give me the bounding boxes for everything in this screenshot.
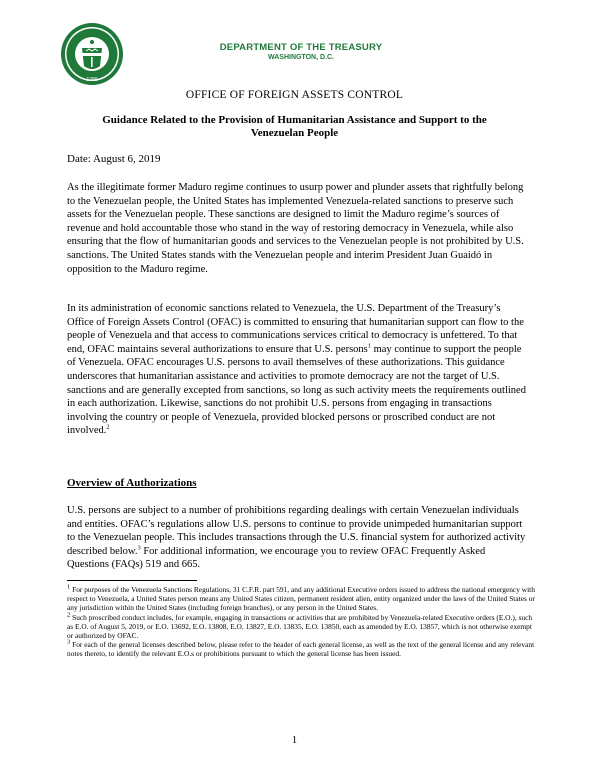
footnote-2-text: Such proscribed conduct includes, for example, engaging in transactions or activities that are prohibited by Venezuela-related Executive orders (E.O.), such as E.O. of August 5, 2019, or E.O. 13692, E.O. 13808, E.O. 13827, E.O. 13835, E.O. 13850, each as amended by E.O. 13857, which is not otherwise exempt or authorized by OFAC. [67,612,533,641]
document-date: Date: August 6, 2019 [67,153,161,165]
department-city: WASHINGTON, D.C. [268,54,334,61]
paragraph-2-part-2: may continue to support the people of Venezuela. OFAC encourages U.S. persons to avail themselves of these authorizations. This guidance underscores that humanitarian assistance and activities to promote democracy are not the target of U.S. sanctions and are generally excepted from sanctions, so long as such activity meets the requirements outlined in each authorization. Likewise, sanctions do not prohibit U.S. persons from engaging in transactions involving the country or people of Venezuela, provided blocked persons or proscribed conduct are not involved. [67,343,526,437]
department-name: DEPARTMENT OF THE TREASURY [219,42,383,53]
footnote-1 [67,585,535,613]
footnote-2 [67,613,535,641]
title-line-2: Venezuelan People [250,127,339,139]
footnote-1-text: For purposes of the Venezuela Sanctions Regulations, 31 C.F.R. part 591, and any additional Executive orders issued to address the national emergency with respect to Venezuela, a United States person means any United States citizen, permanent resident alien, entity organized under the laws of the United States or any jurisdiction within the United States (including foreign branches), or any person in the United States. [67,585,535,613]
footnote-3 [67,640,535,658]
document-title [100,114,489,140]
footnote-1-number: 1 [67,583,71,591]
footnote-ref-3[interactable]: 3 [137,544,141,552]
paragraph-administration [67,302,527,438]
treasury-seal-logo [60,22,124,86]
paragraph-3-part-2: For additional information, we encourage you to review OFAC Frequently Asked Questions (FAQs) 519 and 665. [67,545,486,571]
paragraph-overview [67,504,527,572]
paragraph-intro: As the illegitimate former Maduro regime continues to usurp power and plunder assets that rightfully belong to the Venezuelan people, the United States has implemented Venezuela-related sanctions to preserve such assets for the Venezuelan people. These sanctions are designed to limit the Maduro regime’s sources of revenue and hold accountable those who stand in the way of restoring democracy in Venezuela, while also ensuring that the flow of humanitarian goods and services to the Venezuelan people is not prohibited by U.S. sanctions. The United States stands with the Venezuelan people and interim President Juan Guaidó in opposition to the Maduro regime. [67,182,524,275]
seal-year: 1789 [86,77,98,83]
footnotes [67,585,535,659]
office-name: OFFICE OF FOREIGN ASSETS CONTROL [185,89,404,101]
footnote-ref-1[interactable]: 1 [367,342,371,350]
title-line-1: Guidance Related to the Provision of Humanitarian Assistance and Support to the [102,114,487,126]
footnote-2-number: 2 [67,611,71,619]
footnote-ref-2[interactable]: 2 [106,423,110,431]
section-heading-overview: Overview of Authorizations [67,477,197,489]
footnote-divider [67,580,197,581]
paragraph-3-part-1: U.S. persons are subject to a number of prohibitions regarding dealings with certain Venezuelan individuals and entities. OFAC’s regulations allow U.S. persons to continue to provide unimpeded humanitarian support to the Venezuelan people. This includes transactions through the U.S. financial system for authorized activity described below. [67,505,526,557]
department-header [176,42,426,61]
footnote-3-text: For each of the general licenses described below, please refer to the header of each general license, as well as the text of the general license and any relevant notes thereto, to identify the relevant E.O.s or prohibitions pursuant to which the general license has been issued. [67,640,535,659]
footnote-3-number: 3 [67,638,71,646]
paragraph-2-part-1: In its administration of economic sanctions related to Venezuela, the U.S. Department of the Treasury’s Office of Foreign Assets Control (OFAC) is committed to ensuring that humanitarian support can flow to the people of Venezuela and that access to communications services critical to democracy is unfettered. To that end, OFAC maintains several authorizations to ensure that U.S. persons [67,303,524,355]
page-number: 1 [291,735,298,746]
